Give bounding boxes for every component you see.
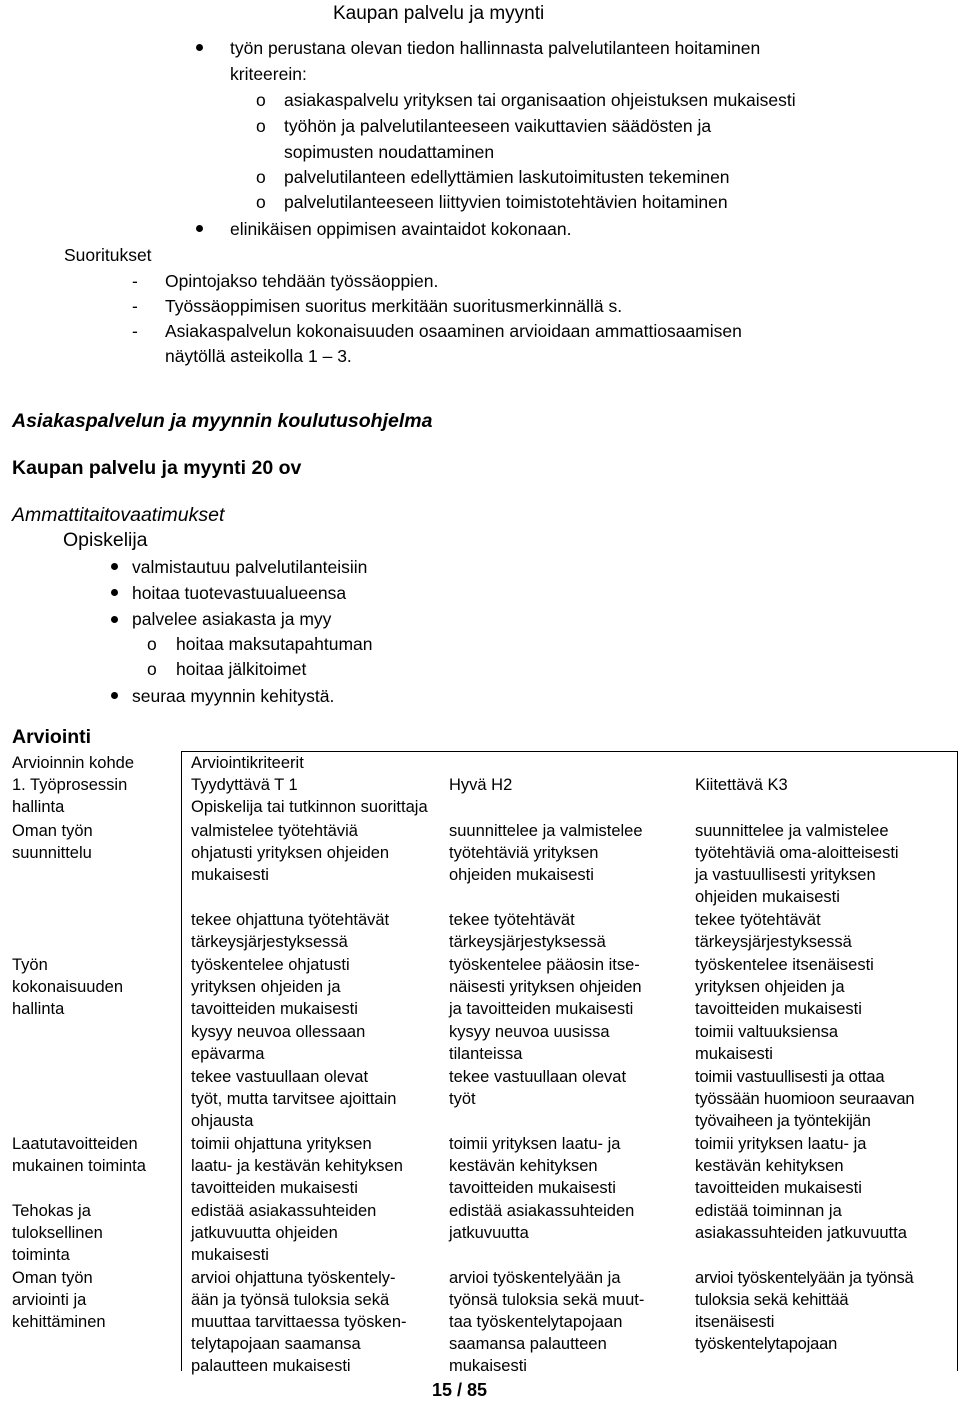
criteria-t1: toimii ohjattuna yrityksen laatu- ja kestävän kehityksen tavoitteiden mukaisesti: [191, 1135, 403, 1197]
row-target: 1. Työprosessin hallinta: [12, 776, 128, 816]
level-header-t1: Tyydyttävä T 1: [191, 776, 298, 794]
criteria-k3: suunnittelee ja valmistelee työtehtäviä oma-aloitteisesti ja vastuullisesti yrityksen ohjeiden mukaisesti: [695, 822, 899, 906]
bullet-icon: [111, 692, 118, 699]
criteria-k3: työskentelee itsenäisesti yrityksen ohjeiden ja tavoitteiden mukaisesti: [695, 956, 874, 1018]
requirement-item: hoitaa tuotevastuualueensa: [132, 583, 347, 603]
criteria-t1: valmistelee työtehtäviä ohjatusti yrityksen ohjeiden mukaisesti: [191, 822, 390, 884]
course-title: Kaupan palvelu ja myynti 20 ov: [12, 457, 302, 479]
dash-marker: -: [132, 321, 138, 341]
level-header-k3: Kiitettävä K3: [695, 776, 788, 794]
bullet-icon: [111, 563, 118, 570]
row-target: Oman työn arviointi ja kehittäminen: [12, 1269, 106, 1331]
suoritukset-heading: Suoritukset: [64, 245, 152, 265]
dash-item: Työssäoppimisen suoritus merkitään suoritusmerkinnällä s.: [165, 296, 623, 316]
sub-bullet-text: palvelutilanteeseen liittyvien toimistotehtävien hoitaminen: [284, 192, 728, 212]
requirement-item: palvelee asiakasta ja myy: [132, 609, 332, 629]
dash-item: Opintojakso tehdään työssäoppien.: [165, 271, 439, 291]
criteria-h2: toimii yrityksen laatu- ja kestävän kehityksen tavoitteiden mukaisesti: [449, 1135, 621, 1197]
row-target: Tehokas ja tuloksellinen toiminta: [12, 1202, 103, 1264]
column-header-target: Arvioinnin kohde: [12, 754, 134, 772]
dash-item: Asiakaspalvelun kokonaisuuden osaaminen arvioidaan ammattiosaamisen: [165, 321, 742, 341]
sub-bullet-icon: o: [147, 659, 157, 679]
criteria-h2: edistää asiakassuhteiden jatkuvuutta: [449, 1202, 635, 1242]
sub-bullet-icon: o: [256, 167, 266, 187]
requirement-subitem: hoitaa jälkitoimet: [176, 659, 307, 679]
row-target: Laatutavoitteiden mukainen toiminta: [12, 1135, 146, 1175]
bullet-text: työn perustana olevan tiedon hallinnasta palvelutilanteen hoitaminen: [230, 38, 761, 58]
sub-bullet-text: palvelutilanteen edellyttämien laskutoimitusten tekeminen: [284, 167, 730, 187]
criteria-k3: toimii vastuullisesti ja ottaa työssään huomioon seuraavan työvaiheen ja työntekijän: [695, 1068, 915, 1130]
criteria-t1: tekee vastuullaan olevat työt, mutta tarvitsee ajoittain ohjausta: [191, 1068, 397, 1130]
criteria-t1: tekee ohjattuna työtehtävät tärkeysjärjestyksessä: [191, 911, 390, 951]
requirements-heading: Ammattitaitovaatimukset: [12, 504, 225, 526]
dash-marker: -: [132, 271, 138, 291]
criteria-h2: suunnittelee ja valmistelee työtehtäviä yrityksen ohjeiden mukaisesti: [449, 822, 643, 884]
sub-bullet-text: asiakaspalvelu yrityksen tai organisaation ohjeistuksen mukaisesti: [284, 90, 796, 110]
bullet-text-continued: kriteerein:: [230, 64, 307, 84]
dash-item-continued: näytöllä asteikolla 1 – 3.: [165, 346, 352, 366]
table-border: [957, 751, 958, 1371]
criteria-t1: työskentelee ohjatusti yrityksen ohjeiden ja tavoitteiden mukaisesti: [191, 956, 358, 1018]
sub-bullet-icon: o: [147, 634, 157, 654]
level-header-h2: Hyvä H2: [449, 776, 513, 794]
student-label: Opiskelija: [63, 529, 148, 551]
dash-marker: -: [132, 296, 138, 316]
criteria-k3: arvioi työskentelyään ja työnsä tuloksia sekä kehittää itsenäisesti työskentelytapojaan: [695, 1269, 914, 1353]
bullet-icon: [196, 225, 203, 232]
criteria-h2: työskentelee pääosin itse- näisesti yrityksen ohjeiden ja tavoitteiden mukaisesti: [449, 956, 642, 1018]
criteria-t1: edistää asiakassuhteiden jatkuvuutta ohjeiden mukaisesti: [191, 1202, 377, 1264]
bullet-icon: [111, 589, 118, 596]
column-header-criteria: Arviointikriteerit: [191, 754, 304, 772]
criteria-h2: arvioi työskentelyään ja työnsä tuloksia sekä muut- taa työskentelytapojaan saamansa palautteen mukaisesti: [449, 1269, 645, 1375]
evaluation-heading: Arviointi: [12, 726, 92, 748]
criteria-k3: edistää toiminnan ja asiakassuhteiden jatkuvuutta: [695, 1202, 907, 1242]
criteria-h2: tekee työtehtävät tärkeysjärjestyksessä: [449, 911, 606, 951]
sub-bullet-icon: o: [256, 116, 266, 136]
bullet-text: elinikäisen oppimisen avaintaidot kokonaan.: [230, 219, 572, 239]
page-number: 15 / 85: [432, 1380, 488, 1400]
criteria-k3: toimii valtuuksiensa mukaisesti: [695, 1023, 839, 1063]
sub-bullet-icon: o: [256, 90, 266, 110]
criteria-h2: kysyy neuvoa uusissa tilanteissa: [449, 1023, 610, 1063]
requirement-item: valmistautuu palvelutilanteisiin: [132, 557, 368, 577]
sub-bullet-icon: o: [256, 192, 266, 212]
bullet-icon: [111, 616, 118, 623]
requirement-subitem: hoitaa maksutapahtuman: [176, 634, 373, 654]
program-title: Asiakaspalvelun ja myynnin koulutusohjelma: [12, 410, 433, 432]
criteria-t1: arvioi ohjattuna työskentely- ään ja työnsä tuloksia sekä muuttaa tarvittaessa työsken- telytapojaan saamansa palautteen mukaisesti: [191, 1269, 407, 1375]
requirement-item: seuraa myynnin kehitystä.: [132, 686, 335, 706]
criteria-t1: kysyy neuvoa ollessaan epävarma: [191, 1023, 366, 1063]
criteria-k3: tekee työtehtävät tärkeysjärjestyksessä: [695, 911, 852, 951]
page-header-title: Kaupan palvelu ja myynti: [333, 3, 545, 24]
criteria-h2: tekee vastuullaan olevat työt: [449, 1068, 627, 1108]
row-target: Työn kokonaisuuden hallinta: [12, 956, 124, 1018]
table-border: [181, 751, 182, 1371]
bullet-icon: [196, 44, 203, 51]
criteria-k3: toimii yrityksen laatu- ja kestävän kehityksen tavoitteiden mukaisesti: [695, 1135, 867, 1197]
criteria-subheading: Opiskelija tai tutkinnon suorittaja: [191, 798, 428, 816]
sub-bullet-text-continued: sopimusten noudattaminen: [284, 142, 495, 162]
sub-bullet-text: työhön ja palvelutilanteeseen vaikuttavien säädösten ja: [284, 116, 712, 136]
row-target: Oman työn suunnittelu: [12, 822, 93, 862]
